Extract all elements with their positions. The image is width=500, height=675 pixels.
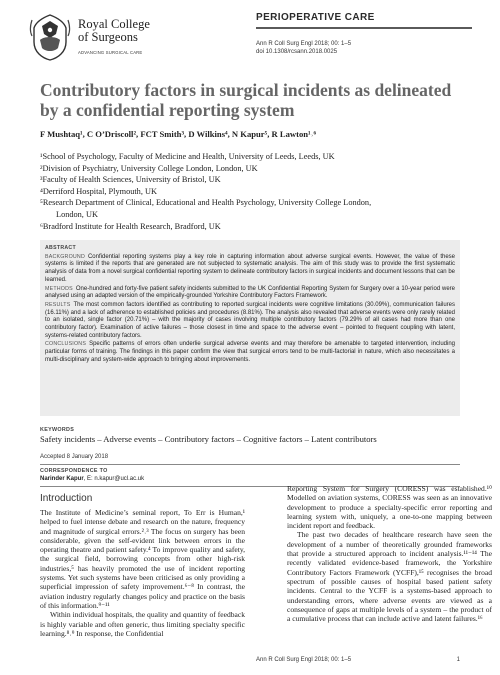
crest-icon xyxy=(28,12,72,62)
section-divider xyxy=(256,27,472,29)
abstract-label: CONCLUSIONS xyxy=(45,341,87,348)
affiliation-item: ¹School of Psychology, Faculty of Medicine and Health, University of Leeds, Leeds, UK xyxy=(40,152,335,161)
affiliation-item: ³Faculty of Health Sciences, University of Bristol, UK xyxy=(40,175,221,185)
abstract-label: RESULTS xyxy=(45,301,71,308)
author-list: F Mushtaq¹, C O’Driscoll², FCT Smith³, D Wilkins⁴, N Kapur⁵, R Lawton¹˒⁶ xyxy=(40,129,317,139)
brand-line1: Royal College xyxy=(78,17,150,31)
abstract-text: The most common factors identified as contributing to reported surgical incidents were cognitive limitations (30.09%), communication failures (16.11%) and a lack of adherence to established policies and procedures (8.81%). The analysis also revealed that adverse events were only rarely related to an isolated, single factor (20.71%) – with the majority of cases involving multiple contributory factors (79.29% of all cases had more than one contributory factor). Examination of active failures – those closest in time and space to the adverse event – pointed to frequent coupling with latent, systems-related contributory factors. xyxy=(45,301,455,339)
footer-citation: Ann R Coll Surg Engl 2018; 00: 1–5 xyxy=(256,657,352,663)
rcs-logo xyxy=(28,12,178,64)
article-title: Contributory factors in surgical incidents as delineated by a confidential reporting system xyxy=(40,80,452,120)
brand-name xyxy=(78,18,188,43)
abstract-conclusions xyxy=(45,341,455,364)
body-column-left xyxy=(40,508,245,638)
section-header xyxy=(256,12,472,28)
brand-tagline: ADVANCING SURGICAL CARE xyxy=(78,50,143,55)
journal-cite-line: Ann R Coll Surg Engl 2018; 00: 1–5 xyxy=(256,41,352,47)
abstract-box xyxy=(40,240,460,416)
abstract-background xyxy=(45,254,455,285)
body-column-right xyxy=(287,484,492,623)
keywords-text: Safety incidents – Adverse events – Contributory factors – Cognitive factors – Latent contributors xyxy=(40,434,377,444)
abstract-label: BACKGROUND xyxy=(45,253,85,260)
body-paragraph: Reporting System for Surgery (CORESS) was established.¹⁰ Modelled on aviation systems, CORESS was seen as an innovative development to produce a specialty-specific error reporting and learning system with, uniquely, a one-to-one mapping between incident report and feedback. xyxy=(287,484,492,531)
divider xyxy=(40,464,460,465)
abstract-text: One-hundred and forty-five patient safety incidents submitted to the UK Confidential Reporting System for Surgery over a 10-year period were analysed using an adapted version of the empirically-grounded Yorkshire Contributory Factors Framework. xyxy=(45,285,455,300)
body-paragraph: The Institute of Medicine’s seminal report, To Err is Human,¹ helped to fuel intense debate and research on the nature, frequency and magnitude of surgical errors.²˒³ The focus on surgery has been considerable, given the self-evident link between errors in the operating theatre and patient safety.⁴ To improve quality and safety, the surgical field, borrowing concepts from other high-risk industries,⁵ has heavily promoted the use of incident reporting systems. Yet such systems have been criticised as only providing a superficial impression of safety improvement.⁶⁻⁸ In contrast, the aviation industry regularly changes policy and practice on the basis of this information.⁹⁻¹¹ xyxy=(40,508,245,610)
page-number: 1 xyxy=(456,657,460,663)
accepted-date: Accepted 8 January 2018 xyxy=(40,454,109,460)
affiliation-item: ²Division of Psychiatry, University College London, London, UK xyxy=(40,163,258,173)
correspondence-name: Narinder Kapur xyxy=(40,476,84,482)
doi-link[interactable]: doi 10.1308/rcsann.2018.0025 xyxy=(256,49,338,55)
body-paragraph: Within individual hospitals, the quality and quantity of feedback is highly variable and often generic, thus limiting specialty specific learning.⁸˒⁹ In response, the Confidential xyxy=(40,610,245,638)
brand-line2: of Surgeons xyxy=(78,29,138,44)
abstract-text: Specific patterns of errors often underlie surgical adverse events and may therefore be amenable to targeted intervention, including particular forms of training. The findings in this paper confirm the view that surgical errors tend to be multi-factorial in nature, which also necessitates a multi-disciplinary and system-wide approach to bringing about improvements. xyxy=(45,341,455,363)
correspondence-heading: CORRESPONDENCE TO xyxy=(40,468,108,474)
section-title: PERIOPERATIVE CARE xyxy=(256,12,375,23)
section-heading-introduction: Introduction xyxy=(40,493,93,504)
affiliation-item: London, UK xyxy=(56,209,98,219)
affiliations xyxy=(40,151,440,232)
affiliation-item: ⁵Research Department of Clinical, Educational and Health Psychology, University College London, xyxy=(40,198,372,208)
keywords-heading: KEYWORDS xyxy=(40,427,75,433)
correspondence-contact xyxy=(40,476,144,482)
abstract-heading: ABSTRACT xyxy=(45,245,76,251)
correspondence-email[interactable]: , E: n.kapur@ucl.ac.uk xyxy=(83,476,145,482)
abstract-methods xyxy=(45,286,455,301)
journal-citation xyxy=(256,40,351,56)
affiliation-item: ⁶Bradford Institute for Health Research, Bradford, UK xyxy=(40,221,221,231)
affiliation-item: ⁴Derriford Hospital, Plymouth, UK xyxy=(40,186,157,196)
abstract-label: METHODS xyxy=(45,285,73,292)
abstract-text: Confidential reporting systems play a key role in capturing information about adverse surgical events. However, the value of these systems is limited if the reports that are generated are not subjected to systematic analysis. The aim of this study was to provide the first systematic analysis of data from a novel surgical confidential reporting system to delineate contributory factors in surgical incidents and document lessons that can be learned. xyxy=(45,253,455,283)
body-paragraph: The past two decades of healthcare research have seen the development of a number of theoretically grounded frameworks that provide a structured approach to incident analysis.¹¹⁻¹⁴ The recently validated evidence-based framework, the Yorkshire Contributory Factors Framework (YCFF),¹⁵ recognises the broad spectrum of possible causes of hospital based patient safety incidents. Central to the YCFF is a systems-based approach to understanding errors, where adverse events are viewed as a consequence of gaps at multiple levels of a system – the product of a cumulative process that can include active and latent failures.¹⁶ xyxy=(287,530,492,624)
abstract-results xyxy=(45,302,455,341)
